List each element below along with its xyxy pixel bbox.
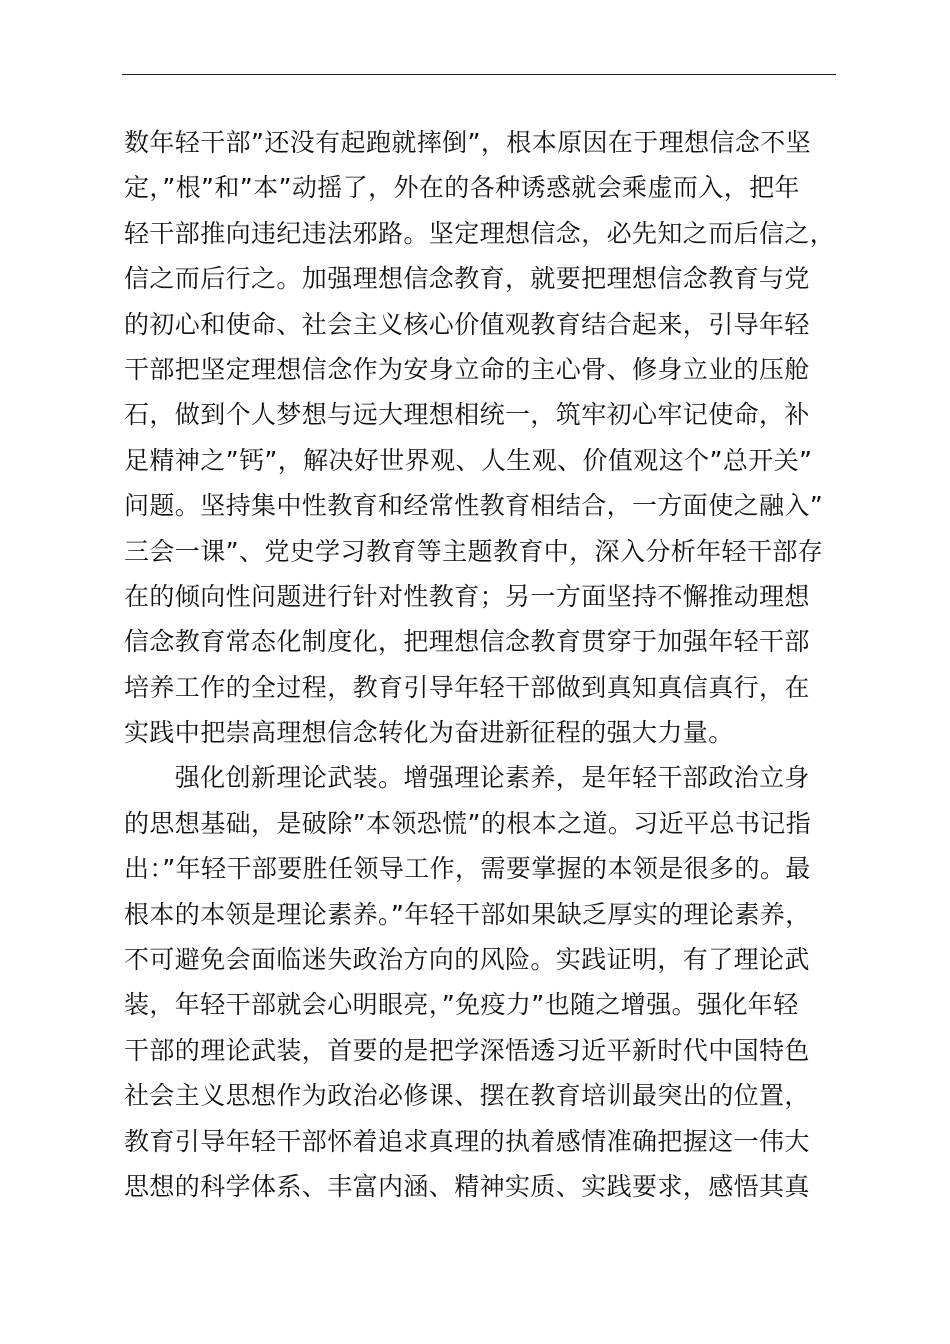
- header-rule: [122, 74, 836, 75]
- text-line: 三会一课”、党史学习教育等主题教育中，深入分析年轻干部存: [124, 536, 824, 566]
- text-line: 干部把坚定理想信念作为安身立命的主心骨、修身立业的压舱: [124, 354, 810, 384]
- text-line: 定，”根”和”本”动摇了，外在的各种诱惑就会乘虚而入，把年: [124, 173, 800, 203]
- text-line: 轻干部推向违纪违法邪路。坚定理想信念，必先知之而后信之，: [124, 218, 836, 248]
- text-line: 不可避免会面临迷失政治方向的风险。实践证明，有了理论武: [124, 945, 810, 975]
- text-line: 实践中把崇高理想信念转化为奋进新征程的强大力量。: [124, 718, 734, 748]
- text-line: 社会主义思想作为政治必修课、摆在教育培训最突出的位置，: [124, 1081, 810, 1111]
- text-line: 信之而后行之。加强理想信念教育，就要把理想信念教育与党: [124, 264, 810, 294]
- text-line: 石，做到个人梦想与远大理想相统一，筑牢初心牢记使命，补: [124, 400, 810, 430]
- text-line: 干部的理论武装，首要的是把学深悟透习近平新时代中国特色: [124, 1035, 810, 1065]
- text-line: 思想的科学体系、丰富内涵、精神实质、实践要求，感悟其真: [124, 1171, 810, 1201]
- text-line: 在的倾向性问题进行针对性教育；另一方面坚持不懈推动理想: [124, 581, 810, 611]
- text-line: 信念教育常态化制度化，把理想信念教育贯穿于加强年轻干部: [124, 627, 810, 657]
- text-line: 装，年轻干部就会心明眼亮，”免疫力”也随之增强。强化年轻: [124, 990, 799, 1020]
- text-line: 培养工作的全过程，教育引导年轻干部做到真知真信真行，在: [124, 672, 810, 702]
- paragraph-start-line: 强化创新理论武装。增强理论素养，是年轻干部政治立身: [124, 763, 810, 793]
- text-line: 的初心和使命、社会主义核心价值观教育结合起来，引导年轻: [124, 309, 810, 339]
- text-line: 教育引导年轻干部怀着追求真理的执着感情准确把握这一伟大: [124, 1126, 810, 1156]
- text-line: 数年轻干部”还没有起跑就摔倒”，根本原因在于理想信念不坚: [124, 128, 812, 157]
- body-text: [124, 120, 838, 1209]
- text-line: 的思想基础，是破除”本领恐慌”的根本之道。习近平总书记指: [124, 808, 812, 838]
- text-line: 出：”年轻干部要胜任领导工作，需要掌握的本领是很多的。最: [124, 854, 811, 884]
- text-line: 根本的本领是理论素养。”年轻干部如果缺乏厚实的理论素养，: [124, 899, 811, 929]
- text-line: 问题。坚持集中性教育和经常性教育相结合，一方面使之融入”: [124, 491, 824, 521]
- text-line: 足精神之”钙”，解决好世界观、人生观、价值观这个”总开关”: [124, 445, 813, 475]
